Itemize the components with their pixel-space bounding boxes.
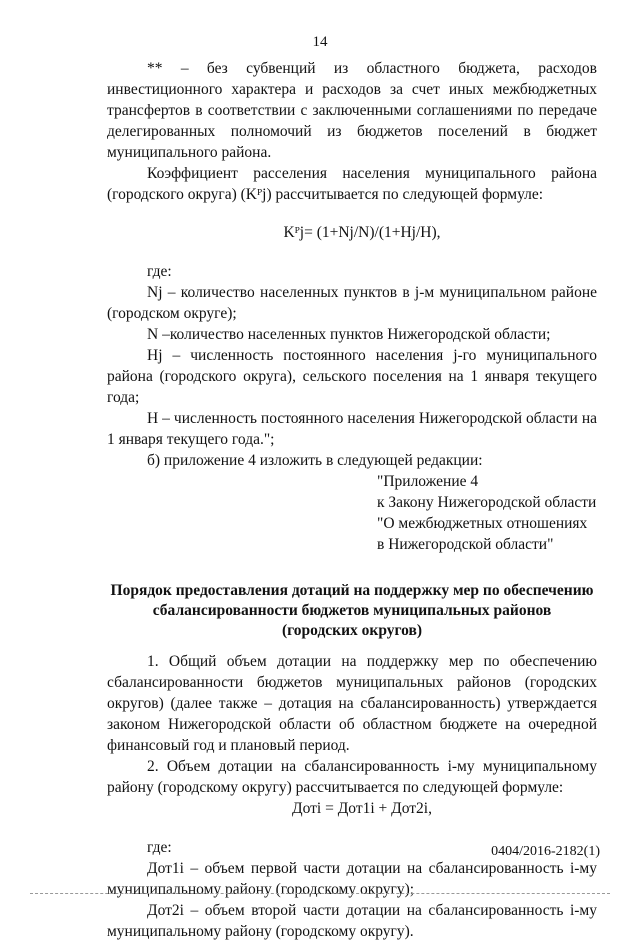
appendix-line: к Закону Нижегородской области — [377, 494, 597, 511]
definition-dot1: Дот1i – объем первой части дотации на сбалансированность i-му муниципальному району (городскому округу); — [107, 860, 597, 898]
section-title — [107, 581, 597, 641]
definition-nj: Nj – количество населенных пунктов в j-м муниципальном районе (городском округе); — [107, 284, 597, 322]
title-line: Порядок предоставления дотаций на поддержку мер по обеспечению — [110, 582, 594, 599]
page-number: 14 — [312, 34, 328, 50]
definition-n: N –количество населенных пунктов Нижегородской области; — [147, 326, 551, 343]
appendix-header — [107, 471, 597, 555]
title-line: (городских округов) — [281, 622, 423, 639]
scan-edge-line — [30, 893, 610, 894]
item-b: б) приложение 4 изложить в следующей редакции: — [147, 452, 483, 469]
appendix-line: "Приложение 4 — [377, 473, 479, 490]
document-body — [107, 58, 597, 942]
paragraph-2: 2. Объем дотации на сбалансированность i-му муниципальному району (городскому округу) рассчитывается по следующей формуле: — [107, 758, 597, 796]
appendix-line: "О межбюджетных отношениях — [377, 515, 588, 532]
document-code: 0404/2016-2182(1) — [491, 844, 600, 859]
where-label: где: — [147, 263, 172, 280]
definition-hj: Hj – численность постоянного населения j-го муниципального района (городского округа), сельского поселения на 1 января текущего года; — [107, 347, 597, 406]
formula-dot: Дотi = Дот1i + Дот2i, — [292, 800, 432, 817]
footnote-paragraph: ** – без субвенций из областного бюджета, расходов инвестиционного характера и расходов за счет иных межбюджетных трансфертов в соответствии с заключенными соглашениями по передаче делегированных полномочий из бюджетов поселений в бюджет муниципального района. — [107, 60, 597, 161]
coefficient-intro: Коэффициент расселения населения муниципального района (городского округа) (Kᴾj) рассчитывается по следующей формуле: — [107, 165, 597, 203]
title-line: сбалансированности бюджетов муниципальных районов — [152, 602, 552, 619]
where-label-2: где: — [147, 839, 172, 856]
definition-h: H – численность постоянного населения Нижегородской области на 1 января текущего года."; — [107, 410, 597, 448]
formula-kpj: Kᴾj= (1+Nj/N)/(1+Hj/H), — [283, 224, 441, 241]
paragraph-1: 1. Общий объем дотации на поддержку мер по обеспечению сбалансированности бюджетов муниципальных районов (городских округов) (далее также – дотация на сбалансированность) утверждается законом Нижегородской области об областном бюджете на очередной финансовый год и плановый период. — [107, 653, 597, 754]
appendix-line: в Нижегородской области" — [377, 536, 554, 553]
definition-dot2: Дот2i – объем второй части дотации на сбалансированность i-му муниципальному району (городскому округу). — [107, 902, 597, 940]
